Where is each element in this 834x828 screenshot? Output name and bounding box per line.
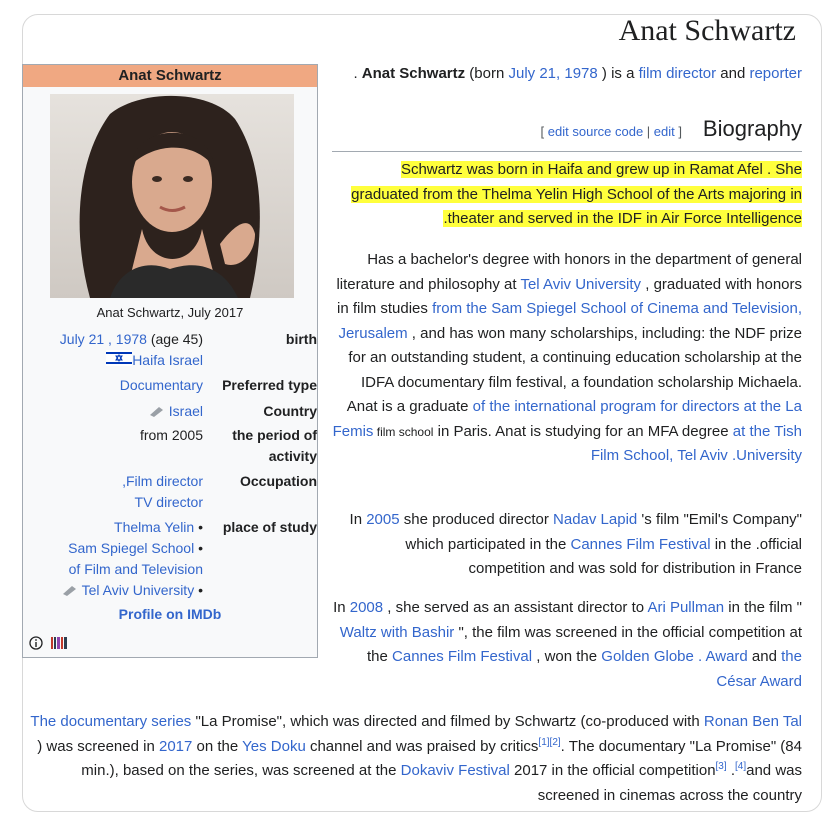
lead-text-3: and (716, 65, 750, 82)
yes-doku-link[interactable]: Yes Doku (242, 737, 306, 755)
page-title: Anat Schwartz (618, 14, 796, 47)
bottom-text-2: ) was screened in (37, 737, 159, 755)
bottom-text-7: . (726, 762, 735, 779)
edit-link[interactable]: edit (653, 124, 675, 139)
study-link-sam-spiegel[interactable]: Sam Spiegel School • (68, 540, 203, 556)
p2-text-1: Has a bachelor's degree with honors in the department of general literature and philosophy at (336, 251, 802, 293)
golden-globe-link[interactable]: Golden Globe . Award (601, 648, 748, 665)
paragraph-education (332, 248, 802, 469)
infobox-row-study (29, 517, 317, 603)
p2-text-2: , graduated with honors in film studies (337, 275, 802, 317)
film-director-link[interactable]: film director (638, 65, 717, 82)
study-link-thelma-yelin[interactable]: Thelma Yelin • (114, 519, 203, 535)
tish-film-school-link[interactable]: at the Tish Film School, Tel Aviv .University (590, 422, 802, 464)
birth-label: birth (285, 331, 317, 347)
lead-date-link[interactable]: July 21, 1978 (508, 65, 598, 82)
section-edit-links (541, 124, 682, 139)
cesar-award-link[interactable]: the César Award (716, 648, 802, 690)
nadav-lapid-link[interactable]: Nadav Lapid (553, 511, 638, 528)
waltz-with-bashir-link[interactable]: Waltz with Bashir (339, 623, 455, 641)
p4-text-2: , she served as an assistant director to (383, 599, 648, 616)
birth-age: (age 45) (146, 331, 203, 347)
infobox-row-occupation (29, 471, 317, 515)
bottom-text-5: . The documentary "La Promise" (84 min.), based on the series, was screened at the (81, 737, 802, 779)
birth-value (29, 329, 203, 372)
occupation-link-tv-director[interactable]: TV director (134, 494, 203, 510)
tel-aviv-university-link[interactable]: Tel Aviv University (520, 275, 642, 293)
dokaviv-festival-link[interactable]: Dokaviv Festival (400, 762, 510, 779)
p3-text-2: she produced director (399, 511, 554, 528)
ref-3[interactable]: [3] (715, 761, 727, 772)
info-circle-icon[interactable] (29, 636, 43, 653)
portrait-illustration (50, 94, 294, 298)
bottom-text-8: and was screened in cinemas across the country (537, 762, 802, 804)
p4-text-1: In (333, 599, 350, 616)
infobox (22, 64, 318, 658)
p3-text-3: 's film "Emil's Company" which participated in the (405, 511, 802, 553)
imdb-profile-link[interactable]: Profile on IMDb (118, 606, 222, 622)
map-pin-icon (149, 402, 165, 423)
country-link[interactable]: Israel (168, 403, 203, 419)
bottom-text-4: channel and was praised by critics (305, 737, 539, 755)
sam-spiegel-link[interactable]: from the Sam Spiegel School of Cinema and Television, Jerusalem (338, 300, 802, 342)
lead-name: Anat Schwartz (361, 65, 466, 82)
bottom-text-6: 2017 in the official competition (509, 762, 716, 779)
infobox-title: Anat Schwartz (23, 65, 317, 87)
occupation-link-film-director[interactable]: ,Film director (122, 473, 203, 489)
preferred-type-label: Preferred type (222, 377, 317, 393)
barcode-icon[interactable] (51, 636, 69, 652)
birth-date-link[interactable]: July 21 , 1978 (59, 331, 147, 347)
p2-text-4: in Paris. Anat is studying for an MFA degree (433, 422, 733, 440)
lead-paragraph (332, 62, 802, 87)
study-label: place of study (222, 519, 317, 535)
edit-separator: | (643, 124, 654, 139)
reporter-link[interactable]: reporter (749, 65, 802, 82)
paragraph-2008 (332, 596, 802, 694)
p4-text-4: ", the film was screened in the official competition at the (366, 623, 802, 665)
edit-source-link[interactable]: edit source code (547, 124, 644, 139)
cannes-link-2[interactable]: Cannes Film Festival (392, 648, 533, 665)
edit-bracket-open: [ (540, 124, 548, 139)
p2-small-text: film school (373, 424, 434, 439)
documentary-series-link[interactable]: The documentary series (30, 713, 192, 730)
map-pin-icon (62, 581, 78, 602)
portrait-photo[interactable] (50, 94, 294, 298)
p4-text-5: , won the (532, 648, 602, 665)
p2-text-3: , and has won many scholarships, including: the NDF prize for an outstanding student, a continuing education scholarship at the IDFA documentary film festival, a foundation scholarship Michaela. Anat is a graduate (346, 324, 802, 415)
bottom-text-1: "La Promise", which was directed and filmed by Schwartz (co-produced with (191, 713, 704, 730)
infobox-row-period (29, 425, 317, 469)
country-label: Country (263, 403, 317, 419)
photo-caption: Anat Schwartz, July 2017 (96, 305, 244, 320)
paragraph-early-life (332, 158, 802, 232)
ari-pullman-link[interactable]: Ari Pullman (647, 599, 725, 616)
lead-text-2: ) is a (597, 65, 639, 82)
edit-bracket-close: ] (674, 124, 682, 139)
p4-text-3: in the film " (724, 599, 802, 616)
p3-text-1: In (349, 511, 367, 528)
infobox-tools (29, 635, 69, 653)
year-2008-link[interactable]: 2008 (349, 599, 384, 616)
p4-text-6: and (747, 648, 782, 665)
ref-1-2[interactable]: [1][2] (538, 736, 561, 748)
infobox-row-country (29, 401, 317, 423)
highlighted-text: Schwartz was born in Haifa and grew up in Ramat Afel . She graduated from the Thelma Yelin High School of the Arts majoring in .theater and served in the IDF in Air Force Intelligence (351, 161, 802, 227)
p3-text-4: in the .official competition and was sold for distribution in France (468, 535, 802, 577)
paragraph-la-promise (26, 710, 802, 808)
year-2005-link[interactable]: 2005 (366, 511, 400, 528)
study-link-sam-spiegel-cont[interactable]: of Film and Television (68, 561, 203, 577)
paragraph-2005 (332, 508, 802, 582)
period-label: the period of activity (232, 427, 317, 464)
occupation-label: Occupation (239, 473, 317, 489)
year-2017-link[interactable]: 2017 (158, 737, 193, 755)
infobox-row-preferred-type (29, 375, 317, 397)
lead-prefix: . (353, 65, 362, 82)
cannes-link-1[interactable]: Cannes Film Festival (570, 535, 711, 553)
infobox-row-birth (29, 329, 317, 373)
section-title: Biography (702, 116, 802, 141)
study-link-tel-aviv-university[interactable]: Tel Aviv University • (82, 582, 203, 598)
period-value: from 2005 (139, 427, 203, 443)
israel-flag-icon (106, 350, 132, 372)
birth-place-link[interactable]: Haifa Israel (132, 352, 203, 368)
section-heading-biography (332, 116, 802, 152)
bottom-text-3: on the (192, 737, 243, 755)
preferred-type-link[interactable]: Documentary (119, 377, 203, 393)
ronan-ben-tal-link[interactable]: Ronan Ben Tal (703, 713, 802, 730)
la-femis-link[interactable]: of the international program for directors at the La Femis (332, 398, 802, 440)
lead-text-1: (born (465, 65, 509, 82)
ref-4[interactable]: [4] (735, 761, 747, 772)
